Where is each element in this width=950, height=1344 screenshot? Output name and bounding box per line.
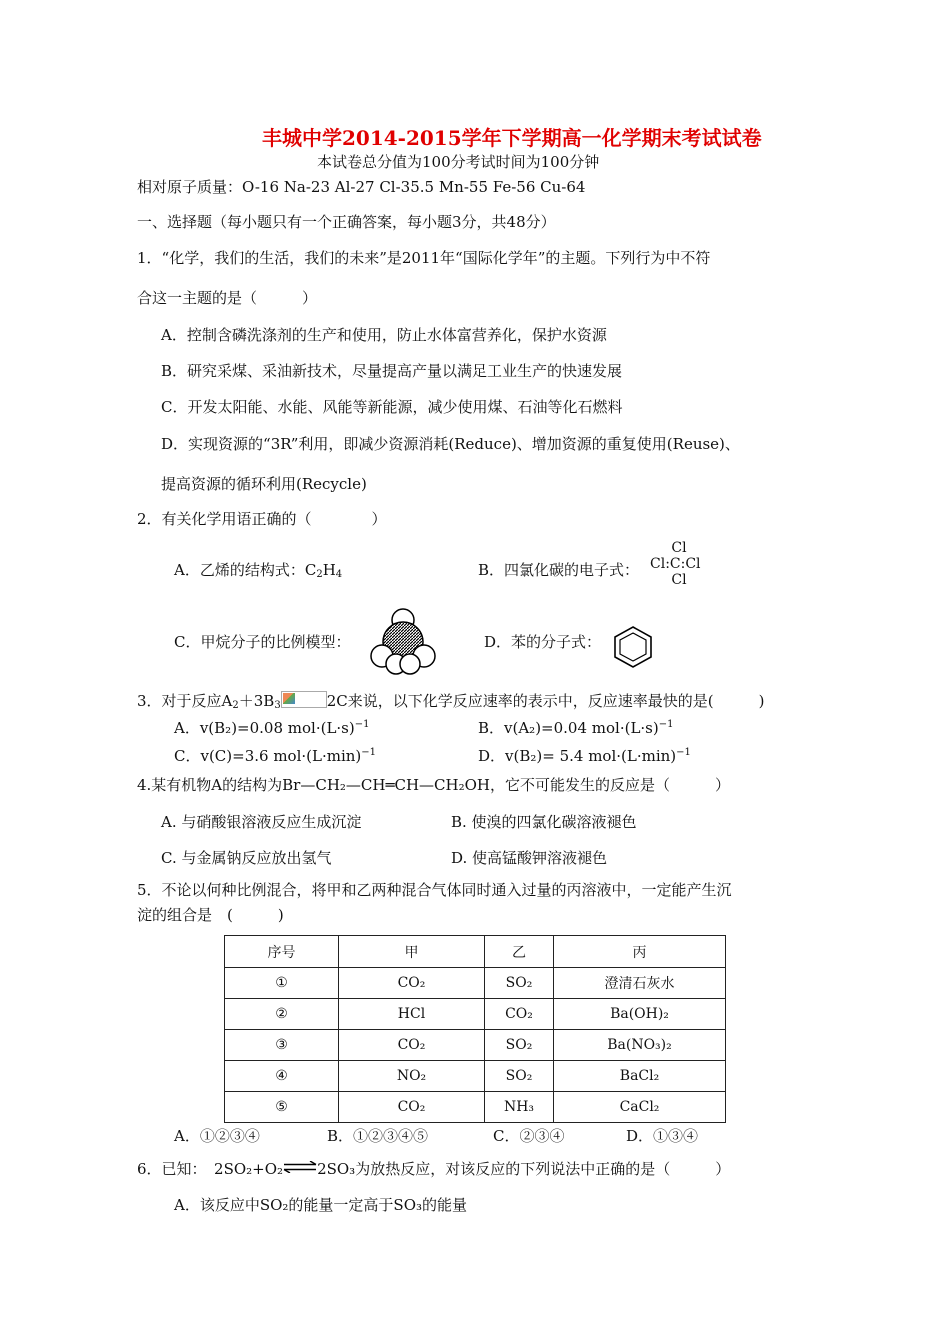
- q3-option-b-text: B．v(A₂)=0.04 mol·(L·s): [478, 719, 659, 737]
- table-header-cell: 序号: [225, 936, 339, 968]
- q5-option-a: A．①②③④: [174, 1127, 260, 1145]
- table-cell: 澄清石灰水: [554, 968, 726, 999]
- atomic-masses: 相对原子质量：O-16 Na-23 Al-27 Cl-35.5 Mn-55 Fe-56 Cu-64: [137, 178, 586, 196]
- q1-option-b: B．研究采煤、采油新技术，尽量提高产量以满足工业生产的快速发展: [161, 362, 623, 380]
- table-header-cell: 乙: [485, 936, 554, 968]
- section-heading: 一、选择题（每小题只有一个正确答案，每小题3分，共48分）: [137, 213, 556, 231]
- q3-option-a-exp: −1: [354, 719, 370, 730]
- table-cell: NH₃: [485, 1092, 554, 1123]
- q2-option-a-mid: H: [322, 561, 336, 579]
- table-cell: CO₂: [339, 968, 485, 999]
- q6-stem-post: 2SO₃为放热反应，对该反应的下列说法中正确的是（ ）: [317, 1160, 731, 1178]
- q3-stem-pre: 3．对于反应A: [137, 692, 233, 710]
- table-cell: NO₂: [339, 1061, 485, 1092]
- table-cell: BaCl₂: [554, 1061, 726, 1092]
- table-cell: ②: [225, 999, 339, 1030]
- q4-option-b: B. 使溴的四氯化碳溶液褪色: [451, 813, 637, 831]
- table-cell: CO₂: [339, 1092, 485, 1123]
- q2-option-a-label: A．乙烯的结构式：C: [174, 561, 317, 579]
- q3-option-d-exp: −1: [676, 747, 691, 758]
- q5-option-c: C．②③④: [493, 1127, 565, 1145]
- table-row: [225, 1092, 726, 1123]
- table-cell: SO₂: [485, 1061, 554, 1092]
- table-header-row: [225, 936, 726, 968]
- ccl4-bottom-cl: Cl: [671, 572, 687, 588]
- q5-option-b: B．①②③④⑤: [327, 1127, 429, 1145]
- table-cell: SO₂: [485, 968, 554, 999]
- q5-stem-line2: 淀的组合是 ( ): [137, 906, 284, 924]
- table-cell: CO₂: [485, 999, 554, 1030]
- q1-option-d-line2: 提高资源的循环利用(Recycle): [161, 475, 367, 493]
- table-cell: ①: [225, 968, 339, 999]
- q1-stem-line1: 1．“化学，我们的生活，我们的未来”是2011年“国际化学年”的主题。下列行为中不符: [137, 249, 711, 267]
- table-cell: CO₂: [339, 1030, 485, 1061]
- q6-option-a: A．该反应中SO₂的能量一定高于SO₃的能量: [174, 1196, 468, 1214]
- q3-option-d-text: D．v(B₂)= 5.4 mol·(L·min): [478, 747, 677, 765]
- q2-option-b: B．四氯化碳的电子式：: [478, 561, 640, 579]
- q2-option-c: C．甲烷分子的比例模型：: [174, 633, 351, 651]
- q2-option-a: [174, 563, 342, 580]
- table-cell: Ba(OH)₂: [554, 999, 726, 1030]
- q5-option-d: D．①③④: [626, 1127, 699, 1145]
- q5-stem-line1: 5．不论以何种比例混合，将甲和乙两种混合气体同时通入过量的丙溶液中，一定能产生沉: [137, 881, 732, 899]
- table-header-cell: 丙: [554, 936, 726, 968]
- q1-option-a: A．控制含磷洗涤剂的生产和使用，防止水体富营养化，保护水资源: [161, 326, 607, 344]
- q3-stem-sub1: 2: [232, 700, 239, 711]
- ccl4-top-cl: Cl: [671, 540, 687, 556]
- table-row: [225, 999, 726, 1030]
- q2-option-a-sub2: 4: [335, 569, 343, 580]
- table-row: [225, 1061, 726, 1092]
- benzene-ring-icon: [611, 624, 655, 670]
- q3-option-c: [174, 748, 376, 764]
- q4-option-d: D. 使高锰酸钾溶液褪色: [451, 849, 608, 867]
- reversible-arrow-icon: [283, 1161, 317, 1173]
- table-row: [225, 968, 726, 999]
- q3-stem-mid: ＋3B: [238, 692, 275, 710]
- q2-option-d: D．苯的分子式：: [484, 633, 602, 651]
- table-cell: ④: [225, 1061, 339, 1092]
- q3-stem-sub2: 3: [274, 700, 281, 711]
- ccl4-middle: Cl:C:Cl: [650, 556, 701, 572]
- q3-option-c-exp: −1: [361, 747, 377, 758]
- q3-stem-post: 2C来说，以下化学反应速率的表示中，反应速率最快的是( ): [326, 692, 765, 710]
- q6-stem-pre: 6．已知： 2SO₂+O₂: [137, 1160, 284, 1178]
- q5-table: [224, 935, 726, 1123]
- table-cell: CaCl₂: [554, 1092, 726, 1123]
- table-header-cell: 甲: [339, 936, 485, 968]
- ccl4-electron-formula: [650, 541, 710, 587]
- q1-option-d-line1: D．实现资源的“3R”利用，即减少资源消耗(Reduce)、增加资源的重复使用(Reuse)、: [161, 435, 740, 453]
- q4-stem: 4.某有机物A的结构为Br—CH₂—CH═CH—CH₂OH，它不可能发生的反应是（ ）: [137, 776, 731, 794]
- q3-option-b-exp: −1: [658, 719, 674, 730]
- q3-stem: [137, 691, 764, 711]
- q1-stem-line2: 合这一主题的是（ ）: [137, 289, 318, 307]
- q4-option-c: C. 与金属钠反应放出氢气: [161, 849, 332, 867]
- exam-title: 丰城中学2014-2015学年下学期高一化学期末考试试卷: [262, 126, 762, 150]
- q1-option-c: C．开发太阳能、水能、风能等新能源，减少使用煤、石油等化石燃料: [161, 398, 623, 416]
- q3-option-a-text: A．v(B₂)=0.08 mol·(L·s): [174, 719, 355, 737]
- table-cell: ③: [225, 1030, 339, 1061]
- table-cell: Ba(NO₃)₂: [554, 1030, 726, 1061]
- broken-image-icon: [281, 691, 327, 708]
- q6-stem: [137, 1161, 730, 1177]
- q3-option-d: [478, 748, 691, 764]
- table-cell: SO₂: [485, 1030, 554, 1061]
- q4-option-a: A. 与硝酸银溶液反应生成沉淀: [161, 813, 362, 831]
- table-cell: HCl: [339, 999, 485, 1030]
- q3-option-a: [174, 720, 369, 736]
- table-cell: ⑤: [225, 1092, 339, 1123]
- q2-stem: 2．有关化学用语正确的（ ）: [137, 510, 387, 528]
- q2-option-a-sub1: 2: [316, 569, 323, 580]
- table-row: [225, 1030, 726, 1061]
- q3-option-c-text: C．v(C)=3.6 mol·(L·min): [174, 747, 362, 765]
- q3-option-b: [478, 720, 673, 736]
- methane-space-filling-model-icon: [368, 608, 438, 678]
- exam-subtitle: 本试卷总分值为100分考试时间为100分钟: [317, 153, 600, 171]
